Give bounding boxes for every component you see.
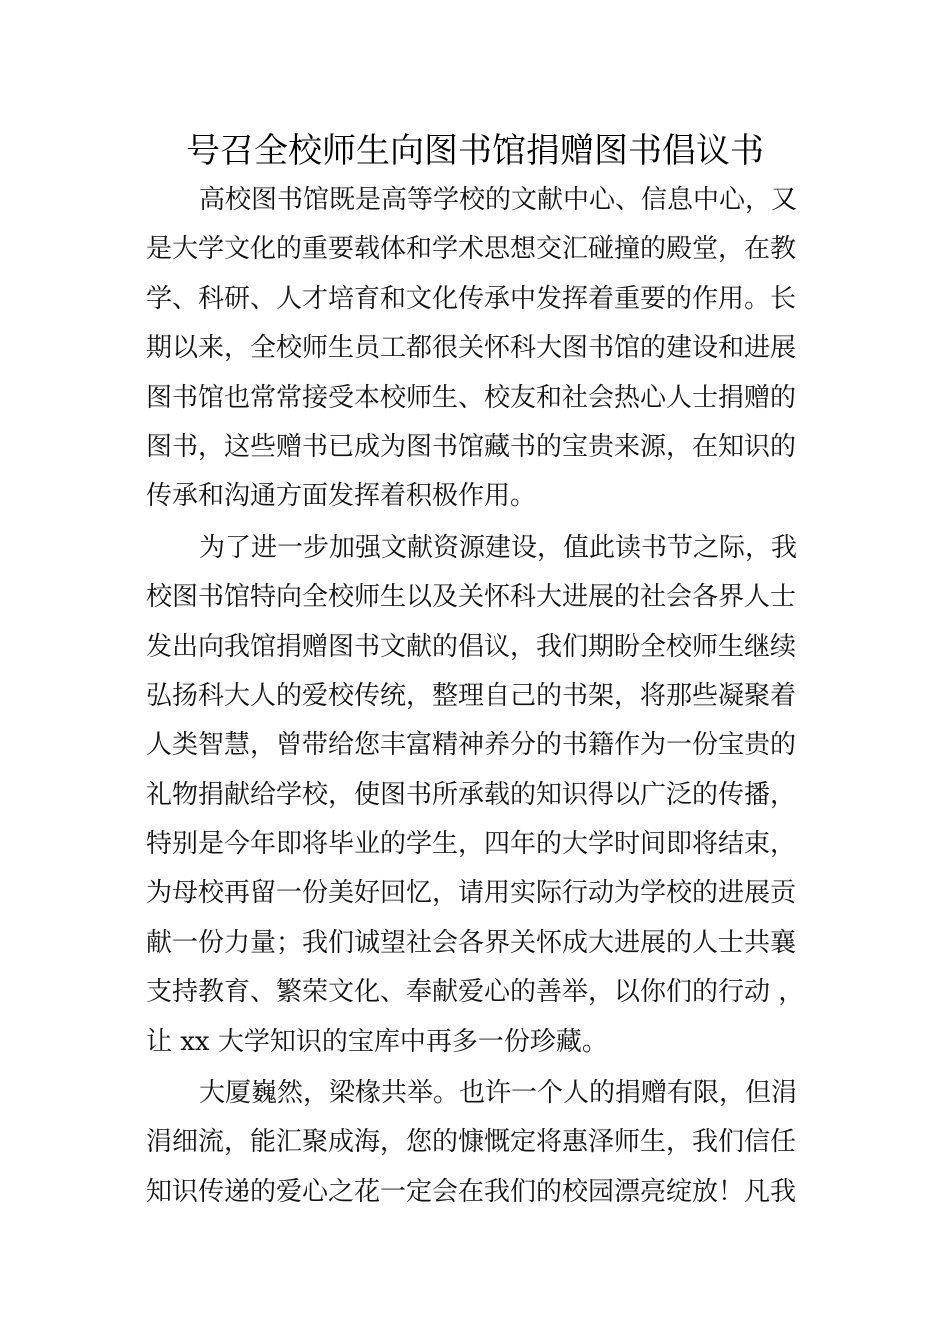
paragraph-line: 为母校再留一份美好回忆，请用实际行动为学校的进展贡 [146, 878, 797, 909]
paragraph-line: 发出向我馆捐赠图书文献的倡议，我们期盼全校师生继续 [146, 631, 797, 662]
paragraph-line: 特别是今年即将毕业的学生，四年的大学时间即将结束， [146, 829, 797, 860]
paragraph-3 [146, 1069, 806, 1217]
paragraph-line: 传承和沟通方面发挥着积极作用。 [146, 481, 537, 512]
paragraph-line: 为了进一步加强文献资源建设，值此读书节之际，我 [199, 532, 798, 563]
paragraph-line: 学、科研、人才培育和文化传承中发挥着重要的作用。长 [146, 283, 797, 314]
paragraph-line: 知识传递的爱心之花一定会在我们的校园漂亮绽放！凡我 [146, 1176, 797, 1207]
paragraph-line: 献一份力量；我们诚望社会各界关怀成大进展的人士共襄 [146, 927, 797, 958]
paragraph-line: 让 xx 大学知识的宝库中再多一份珍藏。 [146, 1026, 608, 1057]
paragraph-line: 礼物捐献给学校，使图书所承载的知识得以广泛的传播， [146, 779, 797, 810]
paragraph-2 [146, 524, 806, 1067]
paragraph-line: 图书馆也常常接受本校师生、校友和社会热心人士捐赠的 [146, 382, 797, 413]
document-body [146, 176, 806, 1217]
paragraph-line: 高校图书馆既是高等学校的文献中心、信息中心，又 [199, 185, 798, 215]
paragraph-line: 期以来，全校师生员工都很关怀科大图书馆的建设和进展 [146, 333, 797, 364]
paragraph-line: 大厦巍然，梁椽共举。也许一个人的捐赠有限，但涓 [199, 1078, 798, 1109]
paragraph-line: 弘扬科大人的爱校传统，整理自己的书架，将那些凝聚着 [146, 680, 797, 711]
document-title: 号召全校师生向图书馆捐赠图书倡议书 [186, 131, 764, 171]
paragraph-line: 是大学文化的重要载体和学术思想交汇碰撞的殿堂，在教 [146, 234, 797, 265]
paragraph-line: 图书，这些赠书已成为图书馆藏书的宝贵来源，在知识的 [146, 431, 797, 462]
paragraph-line: 支持教育、繁荣文化、奉献爱心的善举，以你们的行动 ， [146, 977, 805, 1008]
paragraph-1 [146, 176, 806, 522]
paragraph-line: 涓细流，能汇聚成海，您的慷慨定将惠泽师生，我们信任 [146, 1127, 797, 1158]
paragraph-line: 校图书馆特向全校师生以及关怀科大进展的社会各界人士 [146, 582, 797, 613]
paragraph-line: 人类智慧，曾带给您丰富精神养分的书籍作为一份宝贵的 [146, 730, 797, 761]
